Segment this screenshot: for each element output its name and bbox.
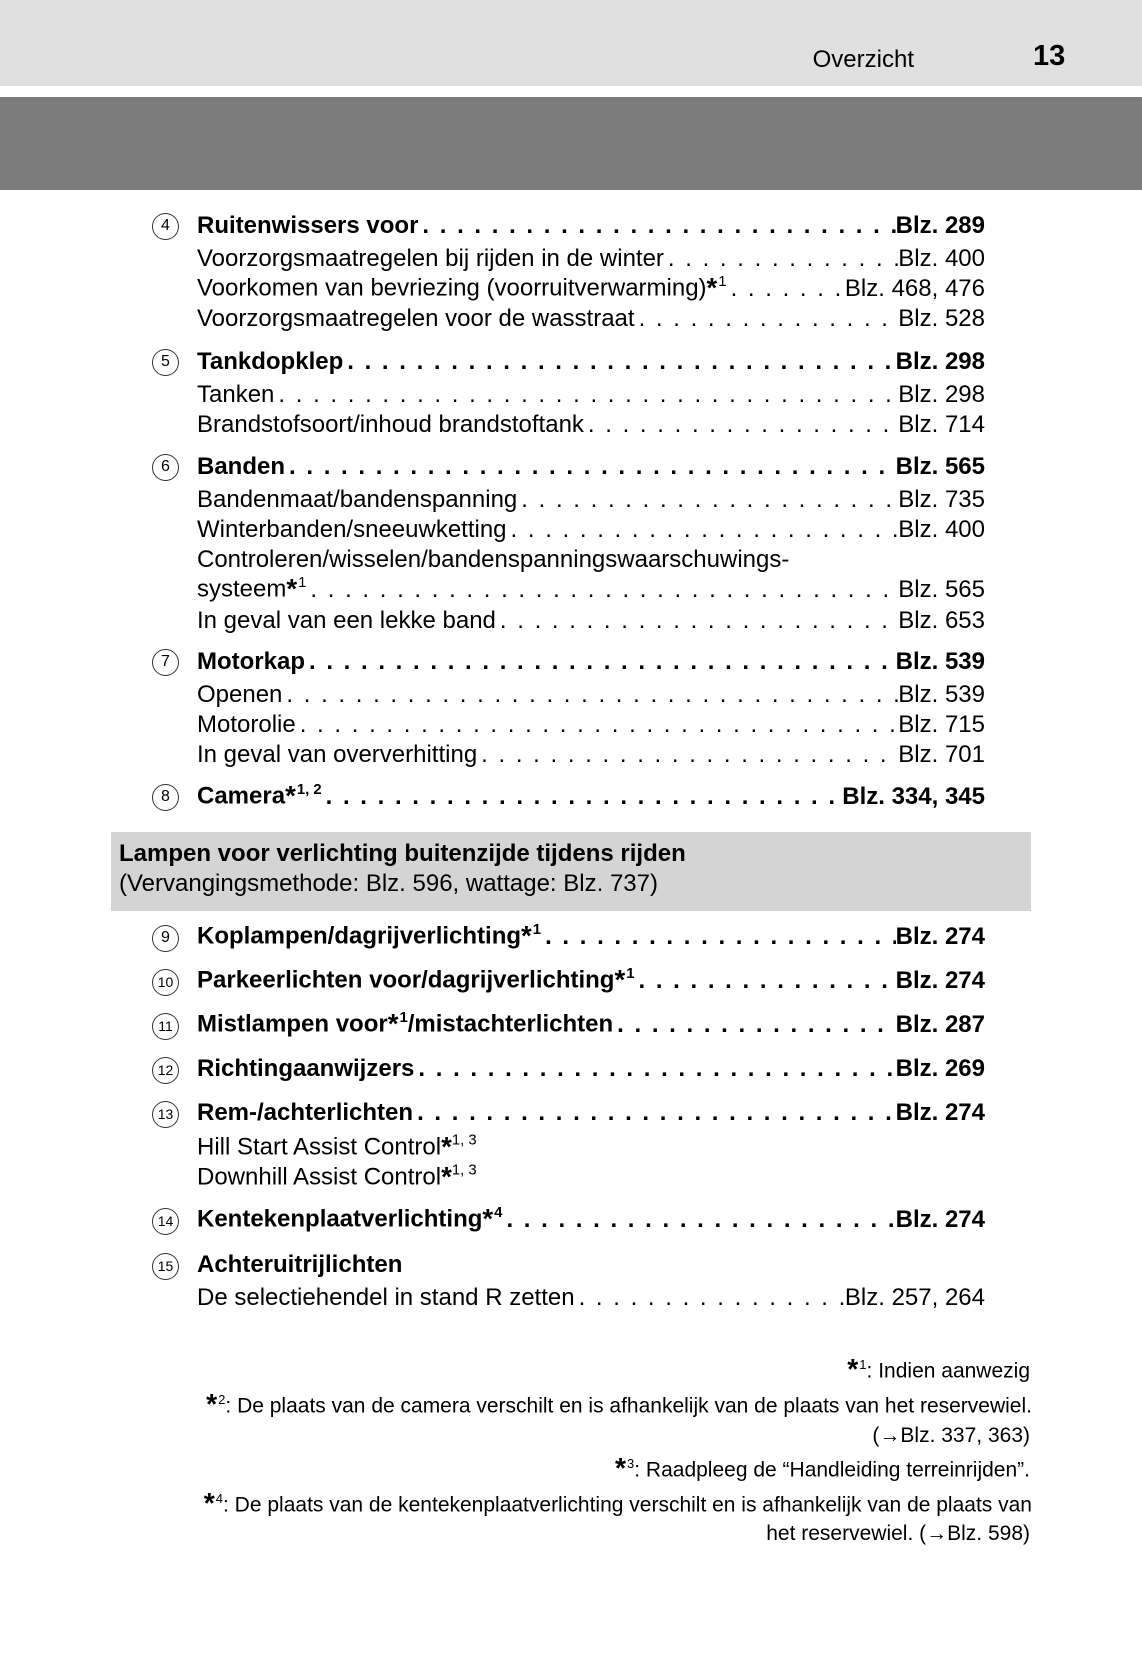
entry-title: Achteruitrijlichten bbox=[197, 1251, 403, 1278]
entry-sub-row[interactable] bbox=[197, 274, 985, 304]
entry-sub-row[interactable] bbox=[197, 710, 985, 740]
entry-sub: Motorolie bbox=[197, 711, 296, 738]
page-ref: Blz. 298 bbox=[895, 348, 985, 375]
entry-title-row[interactable] bbox=[197, 1098, 985, 1128]
page-ref: Blz. 539 bbox=[895, 648, 985, 675]
page-ref: Blz. 287 bbox=[895, 1011, 985, 1038]
footnote-2: *$^2$: De plaats van de camera verschilt en is afhankelijk van de plaats van het reservewiel. bbox=[206, 1389, 1032, 1421]
page-ref: Blz. 653 bbox=[898, 607, 985, 634]
entry-sub: De selectiehendel in stand R zetten bbox=[197, 1284, 575, 1311]
item-number-14: 14 bbox=[152, 1208, 179, 1235]
entry-title: Ruitenwissers voor bbox=[197, 212, 419, 239]
entry-title-row[interactable] bbox=[197, 1054, 985, 1084]
page-ref: Blz. 714 bbox=[898, 411, 985, 438]
entry-title: Banden bbox=[197, 453, 286, 480]
entry-title-row[interactable] bbox=[197, 966, 985, 996]
entry-title-row[interactable] bbox=[197, 452, 985, 482]
entry-title: Richtingaanwijzers bbox=[197, 1055, 415, 1082]
entry-sub: Voorzorgsmaatregelen voor de wasstraat bbox=[197, 305, 635, 332]
entry-title: Motorkap bbox=[197, 648, 305, 675]
entry-sub: In geval van oververhitting bbox=[197, 741, 478, 768]
entry-title-row[interactable] bbox=[197, 1010, 985, 1040]
entry-sub: Openen bbox=[197, 681, 283, 708]
lamp-section-title: Lampen voor verlichting buitenzijde tijdens rijden bbox=[119, 840, 686, 867]
entry-title-row[interactable] bbox=[197, 782, 985, 812]
item-number-10: 10 bbox=[152, 969, 179, 996]
entry-sub-row[interactable] bbox=[197, 410, 985, 440]
entry-sub-row[interactable] bbox=[197, 515, 985, 545]
entry-title-row[interactable] bbox=[197, 647, 985, 677]
entry-sub: systeem*$^1$ bbox=[197, 575, 307, 605]
entry-title: Tankdopklep bbox=[197, 348, 344, 375]
entry-sub: In geval van een lekke band bbox=[197, 607, 496, 634]
entry-title: Kentekenplaatverlichting*$^4$ bbox=[197, 1205, 503, 1235]
entry-title: Parkeerlichten voor/dagrijverlichting*$^1$ bbox=[197, 966, 635, 996]
entry-sub-row[interactable] bbox=[197, 244, 985, 274]
page-ref: Blz. 400 bbox=[898, 516, 985, 543]
entry-sub: Bandenmaat/bandenspanning bbox=[197, 486, 518, 513]
entry-title: Koplampen/dagrijverlichting*$^1$ bbox=[197, 922, 542, 952]
page-ref: Blz. 565 bbox=[895, 453, 985, 480]
page-ref: Blz. 289 bbox=[895, 212, 985, 239]
footnote-1: *$^1$: Indien aanwezig bbox=[847, 1354, 1030, 1386]
page-ref: Blz. 298 bbox=[898, 381, 985, 408]
entry-title-row[interactable] bbox=[197, 922, 985, 952]
page-ref: Blz. 565 bbox=[898, 576, 985, 603]
item-number-4: 4 bbox=[152, 213, 179, 240]
footnote-2-cont: (→Blz. 337, 363) bbox=[872, 1424, 1030, 1447]
section-title: Overzicht bbox=[812, 46, 914, 73]
page-ref: Blz. 539 bbox=[898, 681, 985, 708]
entry-sub-row[interactable] bbox=[197, 680, 985, 710]
page-ref: Blz. 468, 476 bbox=[844, 275, 985, 302]
item-number-11: 11 bbox=[152, 1013, 179, 1040]
entry-title-row[interactable] bbox=[197, 1205, 985, 1235]
entry-title-row[interactable] bbox=[197, 211, 985, 241]
item-number-12: 12 bbox=[152, 1057, 179, 1084]
item-number-7: 7 bbox=[152, 649, 179, 676]
item-number-9: 9 bbox=[152, 925, 179, 952]
entry-sub-row[interactable] bbox=[197, 485, 985, 515]
entry-sub: Brandstofsoort/inhoud brandstoftank bbox=[197, 411, 584, 438]
item-number-13: 13 bbox=[152, 1101, 179, 1128]
entry-sub: Tanken bbox=[197, 381, 275, 408]
item-number-8: 8 bbox=[152, 784, 179, 811]
entry-sub-row[interactable] bbox=[197, 606, 985, 636]
lamp-section-subtitle: (Vervangingsmethode: Blz. 596, wattage: Blz. 737) bbox=[119, 870, 658, 897]
page-ref: Blz. 257, 264 bbox=[844, 1284, 985, 1311]
page-number: 13 bbox=[1033, 40, 1066, 72]
footnote-4: *$^4$: De plaats van de kentekenplaatverlichting verschilt en is afhankelijk van de plaats van bbox=[203, 1488, 1032, 1520]
entry-sub-row[interactable] bbox=[197, 304, 985, 334]
page-ref: Blz. 269 bbox=[895, 1055, 985, 1082]
lamp-section-box bbox=[111, 832, 1031, 911]
page-ref: Blz. 701 bbox=[898, 741, 985, 768]
footnote-4-cont: het reservewiel. (→Blz. 598) bbox=[766, 1522, 1030, 1545]
entry-title: Camera*$^{1, 2}$ bbox=[197, 782, 322, 812]
page-ref: Blz. 400 bbox=[898, 245, 985, 272]
entry-title-row[interactable] bbox=[197, 347, 985, 377]
page-ref: Blz. 274 bbox=[895, 1099, 985, 1126]
entry-sub: Voorzorgsmaatregelen bij rijden in de winter bbox=[197, 245, 664, 272]
page-ref: Blz. 274 bbox=[895, 967, 985, 994]
item-number-6: 6 bbox=[152, 454, 179, 481]
page-ref: Blz. 528 bbox=[898, 305, 985, 332]
entry-sub-row[interactable] bbox=[197, 380, 985, 410]
entry-sub: Winterbanden/sneeuwketting bbox=[197, 516, 507, 543]
entry-sub-row[interactable] bbox=[197, 740, 985, 770]
page-ref: Blz. 274 bbox=[895, 1206, 985, 1233]
page-ref: Blz. 274 bbox=[895, 923, 985, 950]
entry-sub: Voorkomen van bevriezing (voorruitverwarming)*$^1$ bbox=[197, 274, 727, 304]
page-ref: Blz. 735 bbox=[898, 486, 985, 513]
item-number-5: 5 bbox=[152, 349, 179, 376]
entry-sub-row[interactable] bbox=[197, 575, 985, 605]
page-ref: Blz. 334, 345 bbox=[842, 783, 985, 810]
entry-sub-wrapped: Controleren/wisselen/bandenspanningswaarschuwings- bbox=[197, 546, 790, 573]
entry-sub: Downhill Assist Control*$^{1, 3}$ bbox=[197, 1161, 477, 1192]
item-number-15: 15 bbox=[152, 1253, 179, 1280]
footnote-3: *$^3$: Raadpleeg de “Handleiding terreinrijden”. bbox=[614, 1453, 1030, 1485]
entry-title: Mistlampen voor*$^1$/mistachterlichten bbox=[197, 1010, 614, 1040]
header-band bbox=[0, 0, 1142, 86]
entry-sub: Hill Start Assist Control*$^{1, 3}$ bbox=[197, 1131, 477, 1162]
illustration-band bbox=[0, 97, 1142, 190]
page-ref: Blz. 715 bbox=[898, 711, 985, 738]
entry-sub-row[interactable] bbox=[197, 1283, 985, 1313]
entry-title: Rem-/achterlichten bbox=[197, 1099, 414, 1126]
